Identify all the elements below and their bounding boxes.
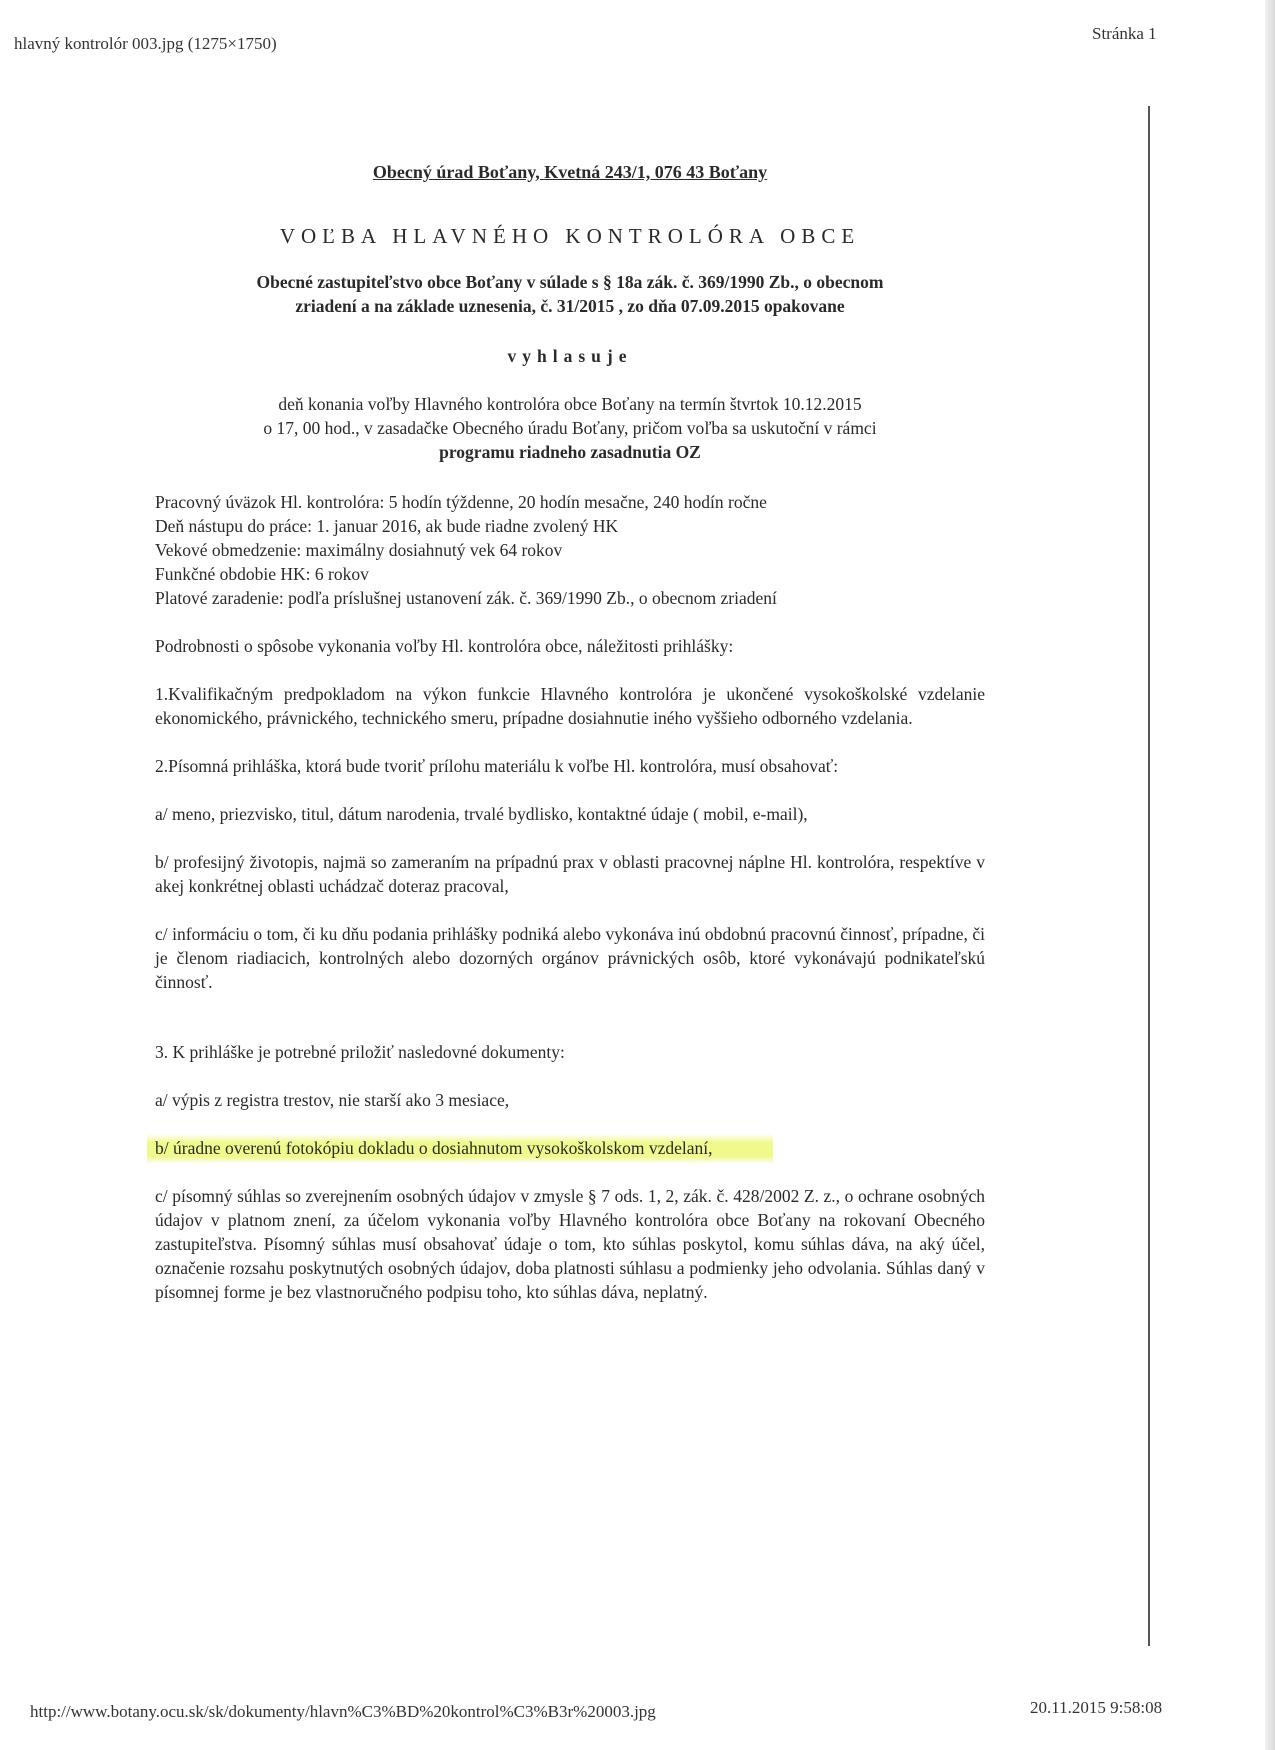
page-number: Stránka 1: [1092, 24, 1157, 43]
document-title: VOĽBA HLAVNÉHO KONTROLÓRA OBCE: [279, 224, 861, 248]
event-line: programu riadneho zasadnutia OZ: [439, 442, 701, 462]
print-datetime: 20.11.2015 9:58:08: [1030, 1698, 1163, 1717]
event-line: o 17, 00 hod., v zasadačke Obecného úradu Boťany, pričom voľba sa uskutoční v rámci: [263, 418, 877, 438]
preamble: [155, 270, 985, 318]
point-3a: a/ výpis z registra trestov, nie starší ako 3 mesiace,: [155, 1090, 510, 1110]
point-1: 1.Kvalifikačným predpokladom na výkon funkcie Hlavného kontrolóra je ukončené vysokoškolské vzdelanie ekonomického, právnického, technického smeru, prípadne dosiahnutie iného vyššieho odborného vzdelania.: [155, 684, 985, 728]
document-file-title: hlavný kontrolór 003.jpg (1275×1750): [14, 34, 277, 53]
point-2a: a/ meno, priezvisko, titul, dátum narodenia, trvalé bydlisko, kontaktné údaje ( mobil, e-mail),: [155, 804, 808, 824]
point-3c: c/ písomný súhlas so zverejnením osobných údajov v zmysle § 7 ods. 1, 2, zák. č. 428/2002 Z. z., o ochrane osobných údajov v platnom znení, za účelom vykonania voľby Hlavného kontrolóra obce Boťany na rokovaní Obecného zastupiteľstva. Písomný súhlas musí obsahovať údaje o tom, kto súhlas poskytol, komu súhlas dáva, na aký účel, označenie rozsahu poskytnutých osobných údajov, doba platnosti súhlasu a podmienky jeho odvolania. Súhlas daný v písomnej forme je bez vlastnoručného podpisu toho, kto súhlas dáva, neplatný.: [155, 1186, 985, 1302]
preamble-line: Obecné zastupiteľstvo obce Boťany v súlade s § 18a zák. č. 369/1990 Zb., o obecnom: [256, 272, 884, 292]
point-2c: c/ informáciu o tom, či ku dňu podania prihlášky podniká alebo vykonáva inú obdobnú pracovnú činnosť, prípadne, či je členom riadiacich, kontrolných alebo dozorných orgánov právnických osôb, ktoré vykonávajú podnikateľskú činnosť.: [155, 924, 985, 992]
event-details: [155, 392, 985, 464]
employment-terms: [155, 490, 985, 610]
preamble-line: zriadení a na základe uznesenia, č. 31/2015 , zo dňa 07.09.2015 opakovane: [295, 296, 845, 316]
announce-word: vyhlasuje: [507, 346, 633, 366]
term-line: Pracovný úväzok Hl. kontrolóra: 5 hodín týždenne, 20 hodín mesačne, 240 hodín ročne: [155, 492, 767, 512]
point-2b: b/ profesijný životopis, najmä so zameraním na prípadnú prax v oblasti pracovnej náplne Hl. kontrolóra, respektíve v akej konkrétnej oblasti uchádzač doteraz pracoval,: [155, 852, 985, 896]
point-2: 2.Písomná prihláška, ktorá bude tvoriť prílohu materiálu k voľbe Hl. kontrolóra, musí obsahovať:: [155, 756, 839, 776]
event-line: deň konania voľby Hlavného kontrolóra obce Boťany na termín štvrtok 10.12.2015: [278, 394, 862, 414]
scanned-document: [155, 150, 985, 1304]
term-line: Vekové obmedzenie: maximálny dosiahnutý vek 64 rokov: [155, 540, 563, 560]
point-3: 3. K prihláške je potrebné priložiť nasledovné dokumenty:: [155, 1042, 565, 1062]
office-address: Obecný úrad Boťany, Kvetná 243/1, 076 43 Boťany: [372, 162, 768, 182]
term-line: Platové zaradenie: podľa príslušnej ustanovení zák. č. 369/1990 Zb., o obecnom zriadení: [155, 588, 777, 608]
point-3b-wrapper: [155, 1136, 985, 1160]
scan-edge: [1265, 0, 1275, 1750]
point-3b-highlighted: b/ úradne overenú fotokópiu dokladu o dosiahnutom vysokoškolskom vzdelaní,: [147, 1134, 773, 1164]
print-header: [0, 0, 1275, 80]
term-line: Funkčné obdobie HK: 6 rokov: [155, 564, 369, 584]
scan-margin-line: [1148, 106, 1150, 1646]
term-line: Deň nástupu do práce: 1. januar 2016, ak bude riadne zvolený HK: [155, 516, 619, 536]
details-heading: Podrobnosti o spôsobe vykonania voľby Hl. kontrolóra obce, náležitosti prihlášky:: [155, 636, 734, 656]
source-url: http://www.botany.ocu.sk/sk/dokumenty/hlavn%C3%BD%20kontrol%C3%B3r%20003.jpg: [30, 1702, 656, 1721]
